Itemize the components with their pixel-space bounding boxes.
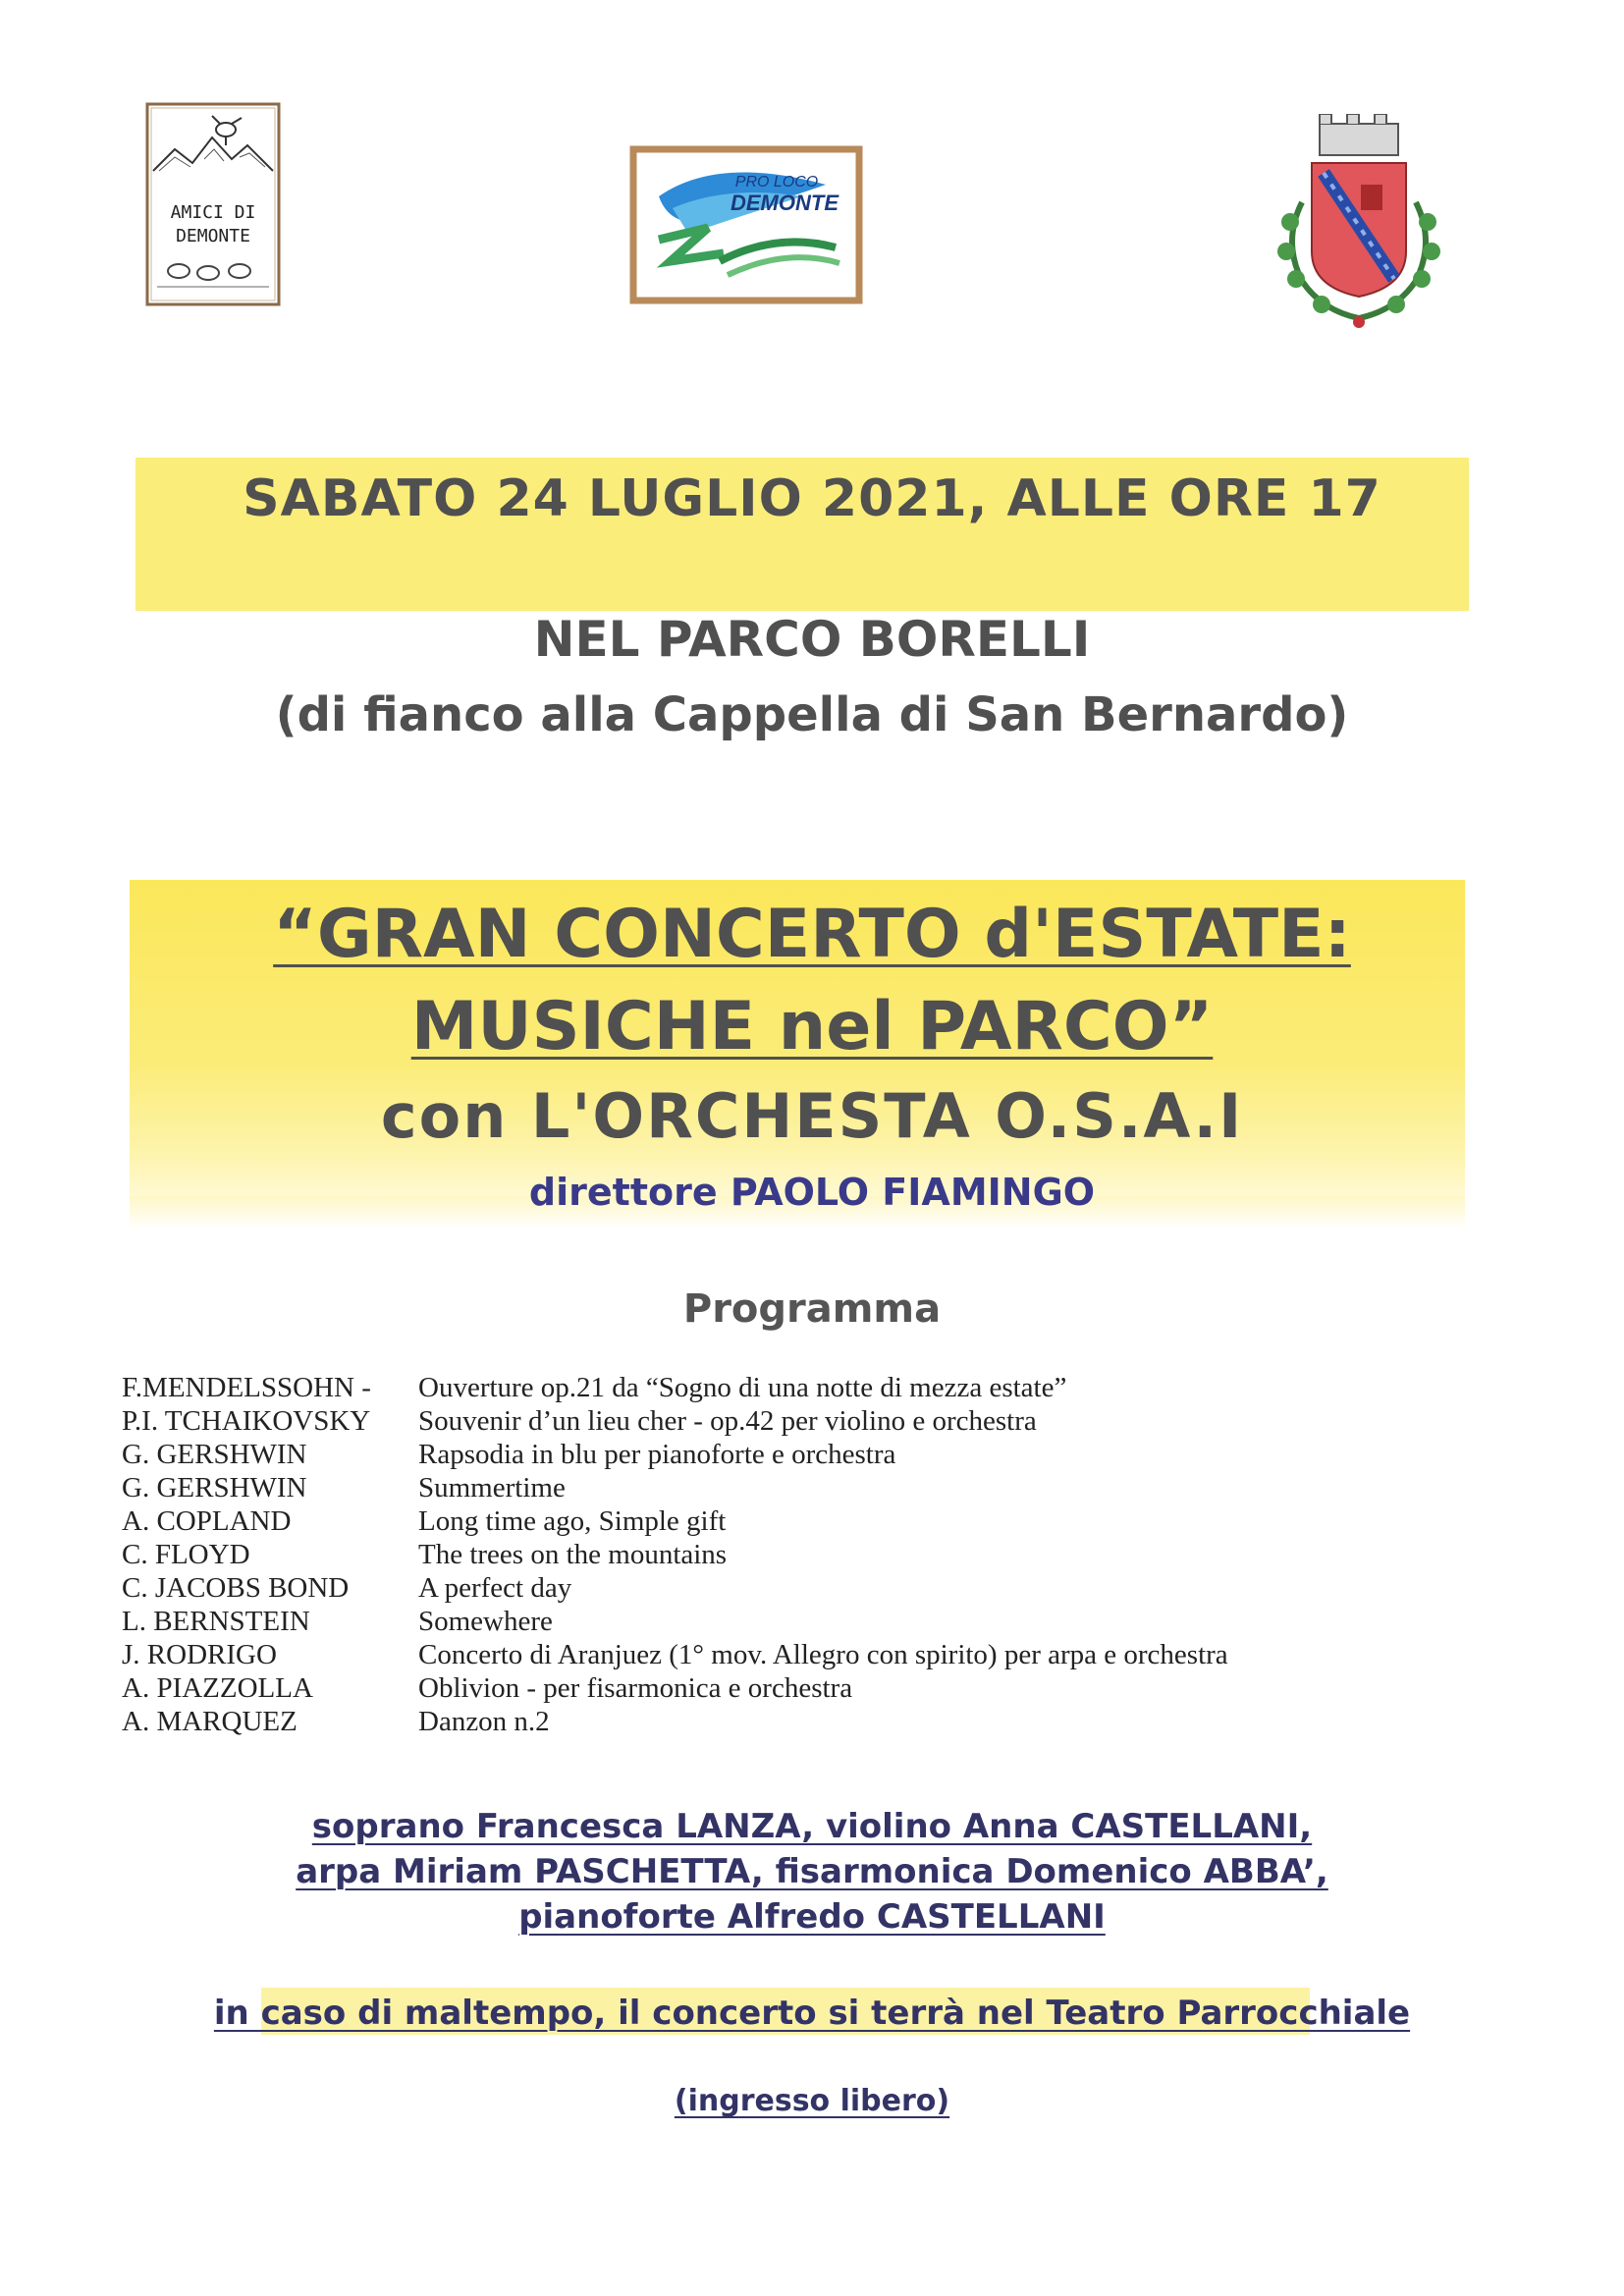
weather-note-text: in caso di maltempo, il concerto si terrà nel Teatro Parrocchiale bbox=[213, 1994, 1411, 2033]
performers-line-3 bbox=[0, 1897, 1624, 1937]
work: Long time ago, Simple gift bbox=[418, 1505, 727, 1537]
amici-di-demonte-logo bbox=[145, 102, 281, 306]
entry-note bbox=[0, 2084, 1624, 2118]
proloco-logo-text-1: PRO LOCO bbox=[734, 174, 819, 191]
event-date: SABATO 24 LUGLIO 2021, ALLE ORE 17 bbox=[243, 469, 1381, 528]
work: Concerto di Aranjuez (1° mov. Allegro con spirito) per arpa e orchestra bbox=[418, 1639, 1228, 1670]
programme-row bbox=[122, 1671, 1398, 1705]
composer: A. MARQUEZ bbox=[122, 1706, 298, 1737]
proloco-logo-text-2: DEMONTE bbox=[731, 191, 839, 215]
entry-note-text: (ingresso libero) bbox=[674, 2084, 950, 2118]
composer: A. PIAZZOLLA bbox=[122, 1672, 313, 1704]
pro-loco-demonte-logo bbox=[629, 145, 863, 304]
coat-of-arms-icon bbox=[1263, 114, 1455, 336]
event-venue-detail: (di fianco alla Cappella di San Bernardo) bbox=[275, 687, 1349, 742]
work: Somewhere bbox=[418, 1606, 553, 1637]
programme-row bbox=[122, 1638, 1398, 1671]
work: A perfect day bbox=[418, 1572, 572, 1604]
work: Danzon n.2 bbox=[418, 1706, 550, 1737]
performers-text-1: soprano Francesca LANZA, violino Anna CASTELLANI, bbox=[311, 1807, 1313, 1846]
concert-title-line-2: MUSICHE nel PARCO” bbox=[410, 988, 1214, 1066]
performers-text-2: arpa Miriam PASCHETTA, fisarmonica Domenico ABBA’, bbox=[296, 1852, 1328, 1891]
work: Oblivion - per fisarmonica e orchestra bbox=[418, 1672, 853, 1704]
performers-line-2 bbox=[0, 1852, 1624, 1891]
programme-list bbox=[122, 1371, 1398, 1738]
programme-row bbox=[122, 1705, 1398, 1738]
composer: C. JACOBS BOND bbox=[122, 1572, 350, 1604]
programme-row bbox=[122, 1404, 1398, 1438]
work: Ouverture op.21 da “Sogno di una notte di mezza estate” bbox=[418, 1372, 1067, 1403]
performers-text-3: pianoforte Alfredo CASTELLANI bbox=[518, 1897, 1106, 1937]
concert-title-line-1: “GRAN CONCERTO d'ESTATE: bbox=[273, 896, 1351, 973]
composer: C. FLOYD bbox=[122, 1539, 250, 1570]
event-venue: NEL PARCO BORELLI bbox=[533, 611, 1091, 668]
conductor-line: direttore PAOLO FIAMINGO bbox=[528, 1171, 1096, 1214]
programme-row bbox=[122, 1471, 1398, 1504]
programme-row bbox=[122, 1571, 1398, 1605]
programme-row bbox=[122, 1605, 1398, 1638]
composer: G. GERSHWIN bbox=[122, 1439, 307, 1470]
performers-line-1 bbox=[0, 1807, 1624, 1846]
composer: F.MENDELSSOHN - bbox=[122, 1372, 371, 1403]
composer: A. COPLAND bbox=[122, 1505, 292, 1537]
programme-heading: Programma bbox=[682, 1286, 942, 1332]
orchestra-line: con L'ORCHESTA O.S.A.I bbox=[380, 1080, 1244, 1152]
amici-logo-text-1: AMICI DI bbox=[170, 202, 256, 223]
eagle-on-mountains-icon bbox=[145, 102, 281, 306]
work: Souvenir d’un lieu cher - op.42 per violino e orchestra bbox=[418, 1405, 1037, 1437]
composer: G. GERSHWIN bbox=[122, 1472, 307, 1503]
composer: J. RODRIGO bbox=[122, 1639, 277, 1670]
programme-row bbox=[122, 1538, 1398, 1571]
composer: L. BERNSTEIN bbox=[122, 1606, 310, 1637]
programme-row bbox=[122, 1371, 1398, 1404]
amici-logo-text-2: DEMONTE bbox=[176, 226, 250, 246]
work: Summertime bbox=[418, 1472, 566, 1503]
proloco-logo-icon bbox=[629, 145, 863, 304]
work: The trees on the mountains bbox=[418, 1539, 728, 1570]
composer: P.I. TCHAIKOVSKY bbox=[122, 1405, 371, 1437]
programme-row bbox=[122, 1504, 1398, 1538]
comune-coat-of-arms bbox=[1263, 114, 1455, 336]
weather-note bbox=[0, 1994, 1624, 2033]
work: Rapsodia in blu per pianoforte e orchestra bbox=[418, 1439, 896, 1470]
programme-row bbox=[122, 1438, 1398, 1471]
